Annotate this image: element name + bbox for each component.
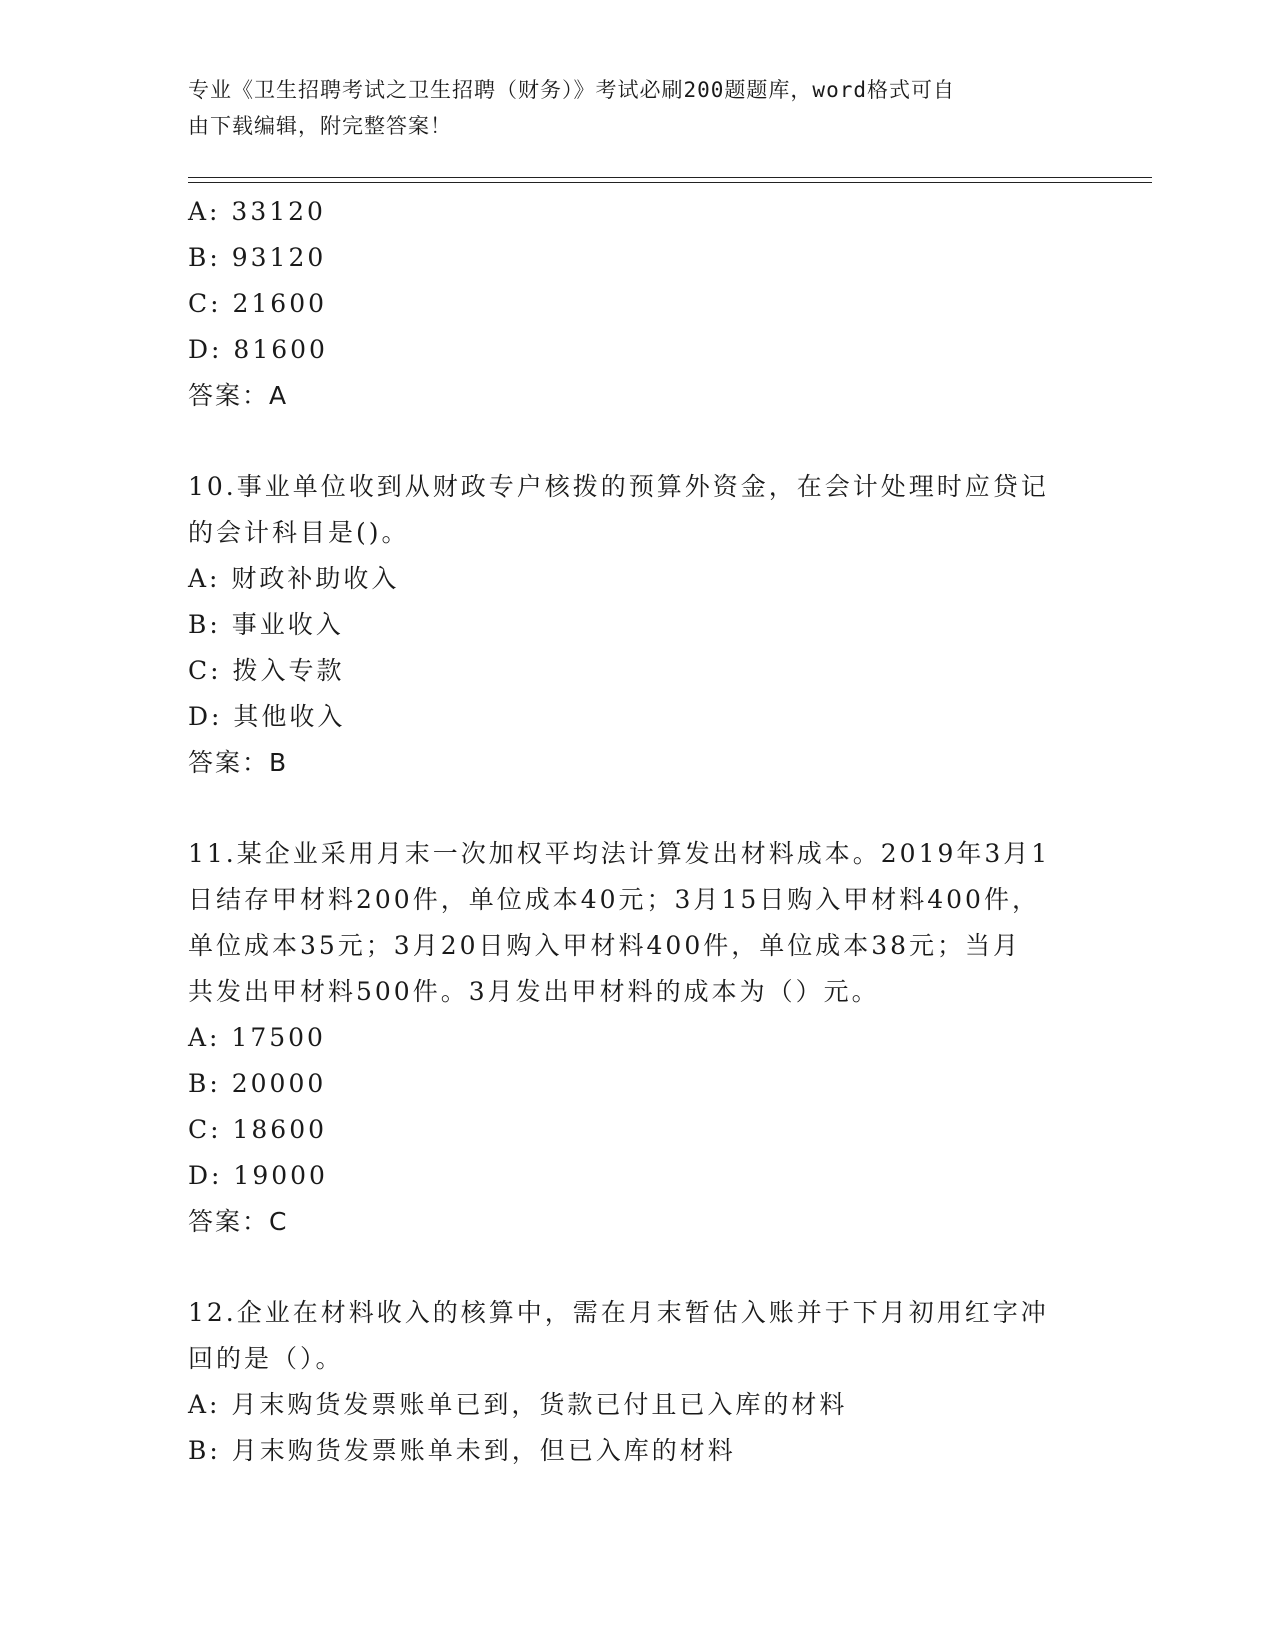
header-rule-bottom [188, 182, 1152, 183]
question-text-line: 11.某企业采用月末一次加权平均法计算发出材料成本。2019年3月1 [188, 839, 1051, 868]
document-header [188, 72, 1068, 144]
question-block-12 [188, 1290, 1088, 1474]
header-title-line-2: 由下载编辑，附完整答案！ [188, 114, 452, 138]
question-block-11 [188, 831, 1088, 1245]
option-d: D: 19000 [188, 1161, 328, 1190]
question-text-line: 共发出甲材料500件。3月发出甲材料的成本为（）元。 [188, 977, 880, 1006]
question-list [188, 189, 1088, 1474]
answer-label: 答案：B [188, 748, 289, 777]
option-a: A: 17500 [188, 1023, 326, 1052]
option-b: B: 事业收入 [188, 610, 344, 639]
question-text-line: 10.事业单位收到从财政专户核拨的预算外资金，在会计处理时应贷记 [188, 472, 1049, 501]
header-title-line-1: 专业《卫生招聘考试之卫生招聘（财务）》考试必刷200题题库，word格式可自 [188, 78, 955, 102]
option-d: D: 其他收入 [188, 702, 346, 731]
question-text-line: 日结存甲材料200件，单位成本40元；3月15日购入甲材料400件， [188, 885, 1040, 914]
answer-label: 答案：A [188, 381, 289, 410]
question-text-line: 的会计科目是()。 [188, 518, 410, 547]
option-b: B: 20000 [188, 1069, 327, 1098]
option-b: B: 93120 [188, 243, 327, 272]
question-block-prev [188, 189, 1088, 419]
option-c: C: 18600 [188, 1115, 328, 1144]
question-text-line: 单位成本35元；3月20日购入甲材料400件，单位成本38元；当月 [188, 931, 1022, 960]
option-c: C: 21600 [188, 289, 328, 318]
question-text-line: 12.企业在材料收入的核算中，需在月末暂估入账并于下月初用红字冲 [188, 1298, 1049, 1327]
option-d: D: 81600 [188, 335, 328, 364]
option-a: A: 月末购货发票账单已到，货款已付且已入库的材料 [188, 1390, 848, 1419]
option-b: B: 月末购货发票账单未到，但已入库的材料 [188, 1436, 736, 1465]
question-block-10 [188, 464, 1088, 786]
option-c: C: 拨入专款 [188, 656, 345, 685]
option-a: A: 33120 [188, 197, 326, 226]
question-text-line: 回的是（）。 [188, 1344, 344, 1373]
answer-label: 答案：C [188, 1207, 289, 1236]
option-a: A: 财政补助收入 [188, 564, 400, 593]
header-rule-top [188, 177, 1152, 178]
